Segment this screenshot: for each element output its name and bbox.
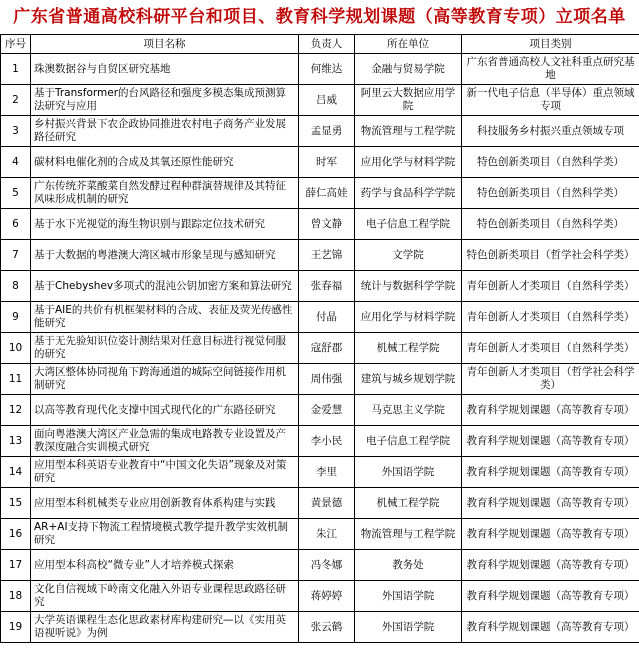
cell-project: AR+AI支持下物流工程情境模式教学提升教学实效机制研究 — [31, 519, 299, 550]
table-row — [1, 116, 639, 147]
cell-unit: 机械工程学院 — [355, 488, 462, 519]
cell-unit: 外国语学院 — [355, 457, 462, 488]
table-row — [1, 209, 639, 240]
cell-index: 5 — [1, 178, 31, 209]
cell-category: 科技服务乡村振兴重点领域专项 — [462, 116, 639, 147]
cell-project: 乡村振兴背景下农企政协同推进农村电子商务产业发展路径研究 — [31, 116, 299, 147]
cell-category: 教育科学规划课题（高等教育专项） — [462, 612, 639, 643]
cell-index: 9 — [1, 302, 31, 333]
cell-category: 广东省普通高校人文社科重点研究基地 — [462, 54, 639, 85]
cell-unit: 马克思主义学院 — [355, 395, 462, 426]
cell-category: 教育科学规划课题（高等教育专项） — [462, 457, 639, 488]
cell-leader: 张春福 — [299, 271, 355, 302]
project-table — [0, 34, 639, 643]
cell-project: 应用型本科机械类专业应用创新教育体系构建与实践 — [31, 488, 299, 519]
cell-index: 10 — [1, 333, 31, 364]
cell-index: 7 — [1, 240, 31, 271]
table-row — [1, 302, 639, 333]
table-row — [1, 457, 639, 488]
cell-index: 1 — [1, 54, 31, 85]
cell-index: 4 — [1, 147, 31, 178]
cell-leader: 曾文静 — [299, 209, 355, 240]
table-row — [1, 426, 639, 457]
cell-unit: 电子信息工程学院 — [355, 209, 462, 240]
table-row — [1, 488, 639, 519]
cell-project: 基于无先验知识位姿计测结果对任意目标进行视觉伺服的研究 — [31, 333, 299, 364]
cell-leader: 孟显勇 — [299, 116, 355, 147]
cell-unit: 应用化学与材料学院 — [355, 147, 462, 178]
table-row — [1, 395, 639, 426]
cell-project: 面向粤港澳大湾区产业急需的集成电路教专业设置及产教深度融合实训模式研究 — [31, 426, 299, 457]
cell-index: 11 — [1, 364, 31, 395]
cell-category: 青年创新人才类项目（哲学社会科学类） — [462, 364, 639, 395]
cell-leader: 付晶 — [299, 302, 355, 333]
cell-leader: 李里 — [299, 457, 355, 488]
cell-index: 18 — [1, 581, 31, 612]
cell-project: 基于Transformer的台风路径和强度多模态集成预测算法研究与应用 — [31, 85, 299, 116]
cell-unit: 统计与数据科学学院 — [355, 271, 462, 302]
cell-leader: 何维达 — [299, 54, 355, 85]
cell-index: 2 — [1, 85, 31, 116]
cell-leader: 张云鹤 — [299, 612, 355, 643]
cell-project: 广东传统芥菜酸菜自然发酵过程种群演替规律及其特征风味形成机制的研究 — [31, 178, 299, 209]
cell-project: 基于大数据的粤港澳大湾区城市形象呈现与感知研究 — [31, 240, 299, 271]
cell-index: 8 — [1, 271, 31, 302]
cell-leader: 周伟强 — [299, 364, 355, 395]
cell-leader: 蒋婷婷 — [299, 581, 355, 612]
cell-leader: 寇舒郡 — [299, 333, 355, 364]
cell-unit: 金融与贸易学院 — [355, 54, 462, 85]
cell-category: 特色创新类项目（自然科学类） — [462, 147, 639, 178]
header-index: 序号 — [1, 35, 31, 54]
cell-leader: 冯冬娜 — [299, 550, 355, 581]
cell-unit: 电子信息工程学院 — [355, 426, 462, 457]
cell-category: 特色创新类项目（自然科学类） — [462, 178, 639, 209]
table-row — [1, 581, 639, 612]
cell-unit: 机械工程学院 — [355, 333, 462, 364]
cell-unit: 物流管理与工程学院 — [355, 519, 462, 550]
table-row — [1, 550, 639, 581]
cell-unit: 教务处 — [355, 550, 462, 581]
cell-project: 基于Chebyshev多项式的混沌公钥加密方案和算法研究 — [31, 271, 299, 302]
cell-category: 教育科学规划课题（高等教育专项） — [462, 519, 639, 550]
cell-project: 大湾区整体协同视角下跨海通道的城际空间链接作用机制研究 — [31, 364, 299, 395]
cell-project: 大学英语课程生态化思政素材库构建研究—以《实用英语视听说》为例 — [31, 612, 299, 643]
cell-project: 珠澳数据谷与自贸区研究基地 — [31, 54, 299, 85]
cell-project: 应用型本科高校“微专业”人才培养模式探索 — [31, 550, 299, 581]
cell-index: 16 — [1, 519, 31, 550]
cell-leader: 吕威 — [299, 85, 355, 116]
cell-leader: 王艺锦 — [299, 240, 355, 271]
cell-category: 教育科学规划课题（高等教育专项） — [462, 426, 639, 457]
page-title: 广东省普通高校科研平台和项目、教育科学规划课题（高等教育专项）立项名单 — [13, 7, 626, 27]
cell-category: 教育科学规划课题（高等教育专项） — [462, 550, 639, 581]
cell-category: 教育科学规划课题（高等教育专项） — [462, 488, 639, 519]
cell-index: 17 — [1, 550, 31, 581]
table-body — [1, 54, 639, 643]
header-leader: 负责人 — [299, 35, 355, 54]
cell-index: 15 — [1, 488, 31, 519]
cell-category: 特色创新类项目（哲学社会科学类） — [462, 240, 639, 271]
cell-project: 文化自信视域下岭南文化融入外语专业课程思政路径研究 — [31, 581, 299, 612]
cell-category: 青年创新人才类项目（自然科学类） — [462, 302, 639, 333]
cell-project: 以高等教育现代化支撑中国式现代化的广东路径研究 — [31, 395, 299, 426]
table-row — [1, 147, 639, 178]
table-row — [1, 178, 639, 209]
cell-leader: 薛仁高娃 — [299, 178, 355, 209]
cell-project: 基于水下光视觉的海生物识别与跟踪定位技术研究 — [31, 209, 299, 240]
table-row — [1, 240, 639, 271]
cell-leader: 黄景德 — [299, 488, 355, 519]
cell-category: 特色创新类项目（自然科学类） — [462, 209, 639, 240]
cell-leader: 金爱慧 — [299, 395, 355, 426]
cell-unit: 应用化学与材料学院 — [355, 302, 462, 333]
cell-unit: 外国语学院 — [355, 612, 462, 643]
cell-project: 应用型本科英语专业教育中“中国文化失语”现象及对策研究 — [31, 457, 299, 488]
table-row — [1, 333, 639, 364]
table-header-row — [1, 35, 639, 54]
cell-leader: 李小民 — [299, 426, 355, 457]
cell-unit: 药学与食品科学学院 — [355, 178, 462, 209]
cell-category: 教育科学规划课题（高等教育专项） — [462, 395, 639, 426]
header-project: 项目名称 — [31, 35, 299, 54]
cell-unit: 文学院 — [355, 240, 462, 271]
cell-category: 青年创新人才类项目（自然科学类） — [462, 333, 639, 364]
cell-leader: 时军 — [299, 147, 355, 178]
table-row — [1, 519, 639, 550]
table-row — [1, 271, 639, 302]
header-unit: 所在单位 — [355, 35, 462, 54]
cell-index: 3 — [1, 116, 31, 147]
cell-unit: 建筑与城乡规划学院 — [355, 364, 462, 395]
table-row — [1, 612, 639, 643]
cell-category: 新一代电子信息（半导体）重点领域专项 — [462, 85, 639, 116]
header-category: 项目类别 — [462, 35, 639, 54]
cell-unit: 外国语学院 — [355, 581, 462, 612]
cell-index: 13 — [1, 426, 31, 457]
cell-index: 19 — [1, 612, 31, 643]
cell-project: 基于AIE的共价有机框架材料的合成、表征及荧光传感性能研究 — [31, 302, 299, 333]
cell-unit: 阿里云大数据应用学院 — [355, 85, 462, 116]
cell-index: 14 — [1, 457, 31, 488]
cell-project: 碳材料电催化剂的合成及其氧还原性能研究 — [31, 147, 299, 178]
cell-unit: 物流管理与工程学院 — [355, 116, 462, 147]
table-row — [1, 364, 639, 395]
table-row — [1, 54, 639, 85]
cell-category: 教育科学规划课题（高等教育专项） — [462, 581, 639, 612]
cell-index: 6 — [1, 209, 31, 240]
cell-category: 青年创新人才类项目（自然科学类） — [462, 271, 639, 302]
table-row — [1, 85, 639, 116]
cell-leader: 朱江 — [299, 519, 355, 550]
cell-index: 12 — [1, 395, 31, 426]
